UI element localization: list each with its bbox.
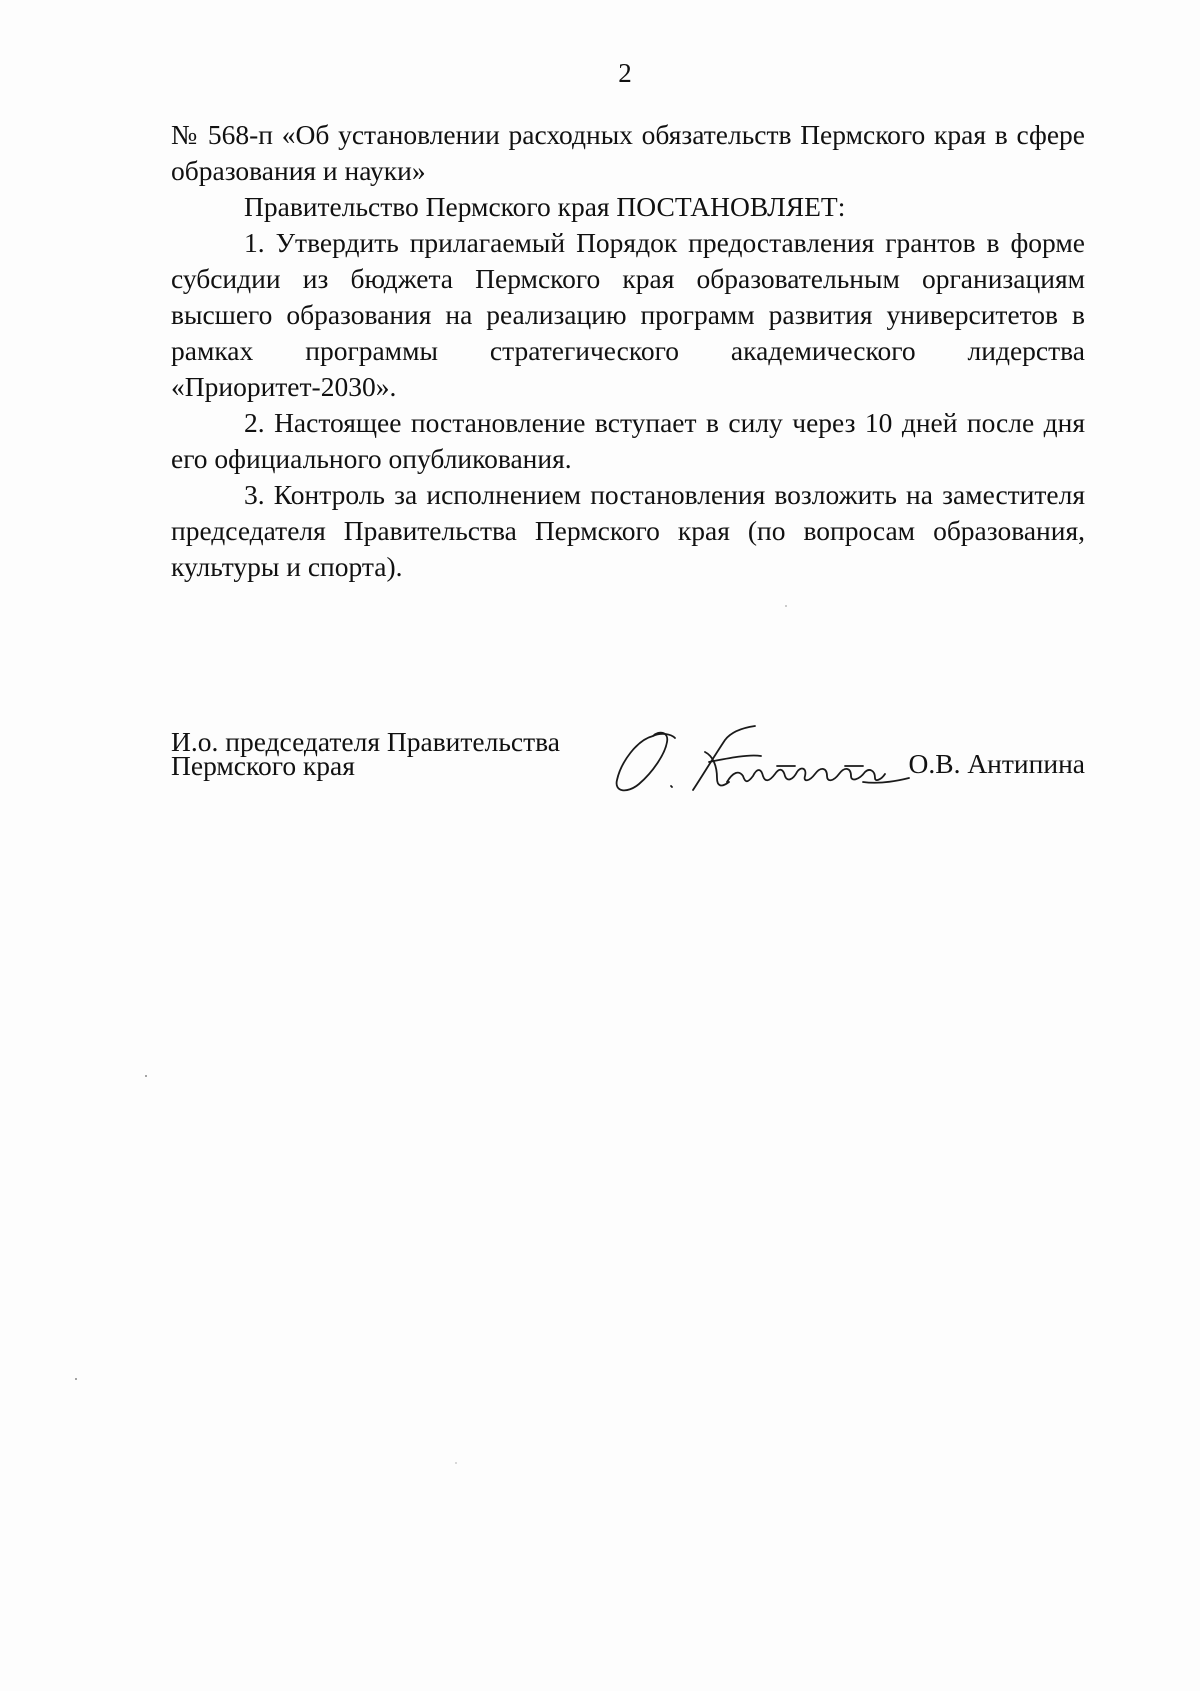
paragraph-item-3: 3. Контроль за исполнением постановления возложить на заместителя председателя Правительства Пермского края (по вопросам образования, культуры и спорта). — [171, 479, 1085, 582]
signatory-position — [171, 726, 560, 781]
signatory-position-line-2: Пермского края — [171, 750, 355, 781]
paragraph-resolves: Правительство Пермского края ПОСТАНОВЛЯЕТ: — [244, 191, 846, 222]
page-number: 2 — [618, 58, 632, 88]
paragraph-item-1: 1. Утвердить прилагаемый Порядок предоставления грантов в форме субсидии из бюджета Пермского края образовательным организациям высшего образования на реализацию программ развития университетов в рамках программы стратегического академического лидерства «Приоритет-2030». — [171, 227, 1085, 402]
scan-speck — [145, 1075, 147, 1077]
scan-speck — [455, 1462, 457, 1464]
scan-speck — [785, 605, 787, 607]
scan-speck — [75, 1378, 77, 1380]
paragraph-continuation: № 568-п «Об установлении расходных обязательств Пермского края в сфере образования и науки» — [171, 119, 1085, 186]
document-body — [171, 117, 1085, 585]
signatory-position-line-1: И.о. председателя Правительства — [171, 726, 560, 757]
paragraph-item-2: 2. Настоящее постановление вступает в силу через 10 дней после дня его официального опубликования. — [171, 407, 1085, 474]
signature-block — [171, 726, 1085, 800]
signatory-name: О.В. Антипина — [908, 748, 1085, 779]
